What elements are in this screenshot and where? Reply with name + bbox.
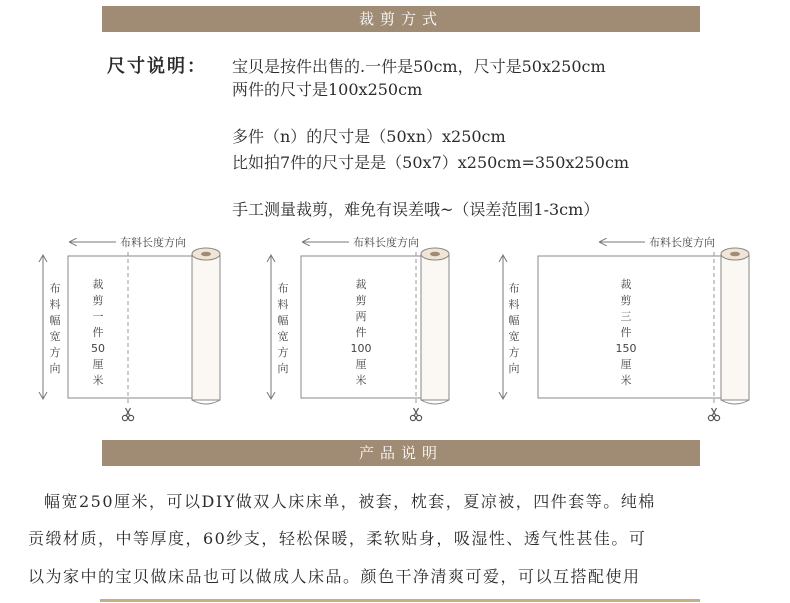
svg-text:布: 布 bbox=[277, 282, 289, 295]
svg-text:件: 件 bbox=[92, 326, 104, 339]
size-info-line: 两件的尺寸是100x250cm bbox=[232, 80, 423, 99]
product-description-line: 以为家中的宝贝做床品也可以做成人床品。颜色干净清爽可爱，可以互搭配使用 bbox=[28, 567, 641, 586]
size-info-label: 尺寸说明： bbox=[107, 56, 207, 77]
width-direction-label bbox=[50, 281, 61, 375]
svg-text:布: 布 bbox=[49, 282, 61, 295]
cut-diagram-one-piece bbox=[30, 230, 240, 425]
svg-text:三: 三 bbox=[620, 310, 632, 323]
svg-text:剪: 剪 bbox=[92, 294, 104, 307]
svg-text:裁: 裁 bbox=[620, 278, 632, 291]
svg-text:料: 料 bbox=[277, 298, 289, 311]
product-description-line: 幅宽250厘米，可以DIY做双人床床单，被套，枕套，夏凉被，四件套等。纯棉 bbox=[44, 492, 656, 511]
svg-text:米: 米 bbox=[355, 374, 367, 387]
svg-text:布: 布 bbox=[508, 282, 520, 295]
svg-text:宽: 宽 bbox=[508, 330, 520, 343]
svg-text:方: 方 bbox=[49, 346, 61, 359]
fabric-roll-icon bbox=[721, 248, 749, 404]
svg-text:件: 件 bbox=[355, 326, 367, 339]
fabric-sheet bbox=[68, 256, 194, 398]
svg-text:米: 米 bbox=[92, 374, 104, 387]
svg-text:厘: 厘 bbox=[92, 358, 104, 371]
length-direction-label: 布料长度方向 bbox=[353, 236, 419, 249]
width-direction-label bbox=[278, 281, 289, 375]
footer-divider bbox=[100, 599, 700, 602]
scissors-icon bbox=[122, 408, 133, 421]
cut-diagram-two-pieces bbox=[263, 230, 478, 425]
size-info-line: 宝贝是按件出售的.一件是50cm，尺寸是50x250cm bbox=[232, 57, 606, 76]
svg-text:150: 150 bbox=[615, 342, 637, 355]
svg-text:向: 向 bbox=[508, 362, 520, 375]
svg-text:裁: 裁 bbox=[355, 278, 367, 291]
svg-text:方: 方 bbox=[508, 346, 520, 359]
size-info-line: 手工测量裁剪，难免有误差哦~（误差范围1-3cm） bbox=[232, 200, 600, 219]
svg-text:料: 料 bbox=[49, 298, 61, 311]
svg-text:厘: 厘 bbox=[355, 358, 367, 371]
length-direction-label: 布料长度方向 bbox=[120, 236, 186, 249]
svg-text:50: 50 bbox=[91, 342, 105, 355]
fabric-roll-icon bbox=[421, 248, 449, 404]
svg-text:幅: 幅 bbox=[508, 314, 520, 327]
svg-text:宽: 宽 bbox=[277, 330, 289, 343]
svg-text:向: 向 bbox=[277, 362, 289, 375]
svg-text:剪: 剪 bbox=[620, 294, 632, 307]
svg-text:宽: 宽 bbox=[49, 330, 61, 343]
svg-text:厘: 厘 bbox=[620, 358, 632, 371]
svg-text:米: 米 bbox=[620, 374, 632, 387]
svg-text:幅: 幅 bbox=[277, 314, 289, 327]
cut-diagram-three-pieces bbox=[495, 230, 760, 425]
scissors-icon bbox=[410, 408, 421, 421]
svg-text:裁: 裁 bbox=[92, 278, 104, 291]
size-info-line: 多件（n）的尺寸是（50xn）x250cm bbox=[232, 127, 506, 146]
svg-text:方: 方 bbox=[277, 346, 289, 359]
cutting-method-banner: 裁剪方式 bbox=[102, 6, 700, 32]
svg-text:料: 料 bbox=[508, 298, 520, 311]
svg-text:一: 一 bbox=[92, 310, 104, 323]
svg-text:向: 向 bbox=[49, 362, 61, 375]
svg-text:幅: 幅 bbox=[49, 314, 61, 327]
fabric-roll-icon bbox=[192, 248, 220, 404]
width-direction-label bbox=[509, 281, 520, 375]
product-info-banner: 产品说明 bbox=[102, 440, 700, 466]
svg-text:两: 两 bbox=[355, 310, 367, 323]
svg-text:件: 件 bbox=[620, 326, 632, 339]
cut-label bbox=[351, 277, 372, 387]
size-info-line: 比如拍7件的尺寸是是（50x7）x250cm=350x250cm bbox=[232, 153, 630, 172]
scissors-icon bbox=[708, 408, 719, 421]
cut-label bbox=[91, 277, 105, 387]
svg-text:剪: 剪 bbox=[355, 294, 367, 307]
product-description-line: 贡缎材质，中等厚度，60纱支，轻松保暖，柔软贴身，吸湿性、透气性甚佳。可 bbox=[28, 529, 647, 548]
svg-text:100: 100 bbox=[350, 342, 372, 355]
length-direction-label: 布料长度方向 bbox=[649, 236, 715, 249]
cut-label bbox=[616, 277, 637, 387]
